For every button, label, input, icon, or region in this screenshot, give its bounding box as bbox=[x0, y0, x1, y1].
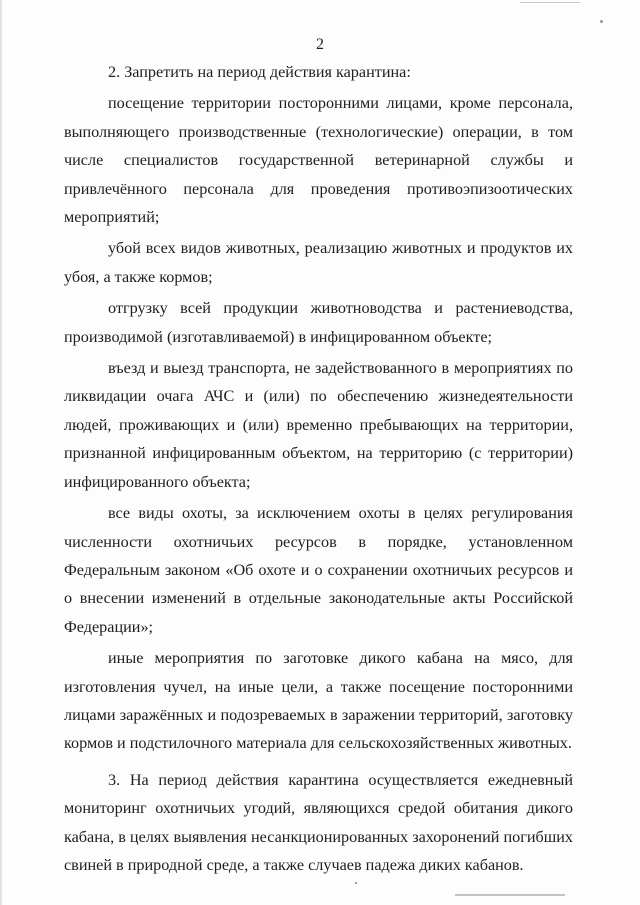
scan-speck bbox=[455, 894, 565, 896]
paragraph-transport: въезд и выезд транспорта, не задействованного в мероприятиях по ликвидации очага АЧС и (или) по обеспечению жизнедеятельности людей, проживающих и (или) временно пребывающих на территории, признанной инфицированным объектом, на территорию (с территории) инфицированного объекта; bbox=[64, 359, 573, 491]
paragraph-visits: посещение территории посторонними лицами, кроме персонала, выполняющего производственные (технологические) операции, в том числе специалистов государственной ветеринарной службы и привлечённого персонала для проведения противоэпизоотических мероприятий; bbox=[64, 94, 573, 227]
scan-edge-shadow bbox=[0, 0, 3, 905]
scan-speck bbox=[355, 882, 357, 884]
paragraph-slaughter: убой всех видов животных, реализацию животных и продуктов их убоя, а также кормов; bbox=[64, 239, 573, 286]
paragraph-shipment: отгрузку всей продукции животноводства и растениеводства, производимой (изготавливаемой) в инфицированном объекте; bbox=[64, 299, 573, 346]
paragraph-other-measures: иные мероприятия по заготовке дикого кабана на мясо, для изготовления чучел, на иные цели, а также посещение посторонними лицами заражённых и подозреваемых в заражении территорий, заготовку кормов и подстилочного материала для сельскохозяйственных животных. bbox=[64, 649, 573, 753]
document-body bbox=[64, 58, 573, 882]
scan-speck bbox=[600, 20, 603, 23]
paragraph-ban-heading: 2. Запретить на период действия карантина: bbox=[108, 63, 411, 81]
scan-speck bbox=[520, 2, 580, 3]
paragraph-monitoring: 3. На период действия карантина осуществляется ежедневный мониторинг охотничьих угодий, являющихся средой обитания дикого кабана, в целях выявления несанкционированных захоронений погибших свиней в природной среде, а также случаев падежа диких кабанов. bbox=[64, 770, 573, 874]
paragraph-hunting: все виды охоты, за исключением охоты в целях регулирования численности охотничьих ресурсов в порядке, установленном Федеральным законом «Об охоте и о сохранении охотничьих ресурсов и о внесении изменений в отдельные законодательные акты Российской Федерации»; bbox=[64, 504, 573, 636]
page-number: 2 bbox=[316, 36, 324, 53]
